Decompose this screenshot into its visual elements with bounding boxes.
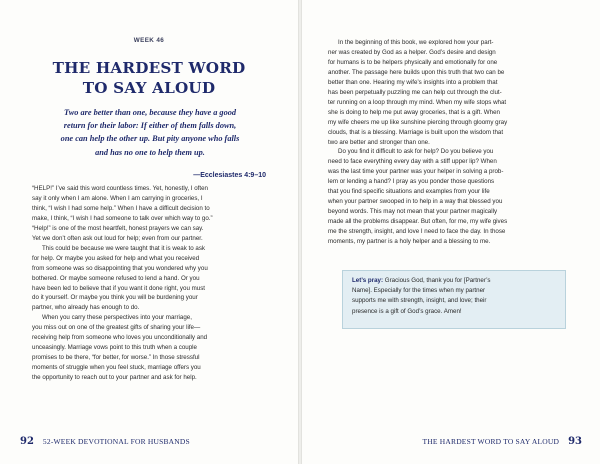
- chapter-title-line: TO SAY ALOUD: [82, 79, 216, 97]
- prayer-line: presence is a gift of God’s grace. Amen!: [352, 307, 462, 315]
- body-line: need to face everything every day with a stiff upper lip? When: [328, 158, 497, 166]
- chapter-title: [0, 58, 298, 98]
- body-line: have been led to believe that if you want it done right, you must: [32, 284, 206, 292]
- page-number: 92: [20, 436, 34, 447]
- body-line: ner was created by God as a helper. God’s desire and design: [328, 48, 496, 56]
- prayer-label: Let’s pray:: [352, 277, 384, 284]
- body-line: she is doing to help me put away groceries, that is a gift. When: [328, 108, 500, 116]
- verse-line: return for their labor: If either of them falls down,: [63, 121, 237, 131]
- right-page-footer: [423, 431, 583, 449]
- body-line: say it only when I am alone. When I am carrying in groceries, I: [32, 194, 203, 202]
- running-head: THE HARDEST WORD TO SAY ALOUD: [422, 437, 560, 446]
- prayer-line: Name]. Especially for the times when my partner: [352, 287, 486, 295]
- prayer-line: supports me with strength, insight, and love; their: [352, 297, 487, 305]
- body-line: two are better and stronger than one.: [328, 138, 430, 146]
- right-body-text: [328, 38, 568, 247]
- body-line: receiving help from someone who loves you unconditionally and: [32, 334, 208, 342]
- body-line: has been perpetually puzzling me can help cut through the clut-: [328, 88, 502, 96]
- week-label: WEEK 46: [133, 37, 165, 44]
- prayer-box: [342, 270, 566, 329]
- verse-reference: —Ecclesiastes 4:9–10: [193, 172, 266, 179]
- body-line: Do you find it difficult to ask for help? Do you believe you: [338, 148, 494, 156]
- body-line: that you find specific situations and examples from your life: [328, 188, 490, 196]
- body-line: lem or lending a hand? I pray as you ponder those questions: [328, 178, 495, 186]
- prayer-text: Gracious God, thank you for [Partner’s: [384, 277, 491, 284]
- body-line: moments of struggle when you feel stuck, marriage offers you: [32, 364, 201, 372]
- body-line: for help. Or maybe you asked for help and what you received: [32, 254, 200, 262]
- body-line: another. The passage here builds upon this truth that two can be: [328, 68, 505, 76]
- verse-line: and has no one to help them up.: [95, 147, 205, 157]
- body-line: moments, my partner is a holy helper and a blessing to me.: [328, 238, 491, 246]
- body-line: from someone was so disappointing that you wondered why you: [32, 264, 208, 272]
- verse-line: Two are better than one, because they have a good: [63, 108, 237, 117]
- body-line: my wife cheers me up like sunshine piercing through gloomy gray: [328, 118, 508, 126]
- body-line: me the strength, insight, and love I need to face the day. In those: [328, 228, 506, 236]
- body-line: This could be because we were taught that it is weak to ask: [42, 244, 206, 252]
- body-line: Yet we don’t often ask out loud for help; even from our partner.: [32, 234, 203, 242]
- body-line: you miss out on one of the greatest gifts of sharing your life—: [32, 324, 201, 332]
- left-page: [0, 0, 298, 464]
- body-line: ter running on a loop through my mind. When my wife stops what: [328, 98, 507, 106]
- chapter-title-line: THE HARDEST WORD: [52, 59, 246, 77]
- body-line: When you carry these perspectives into your marriage,: [42, 314, 192, 322]
- body-line: was the last time your partner was your helper in solving a prob-: [328, 168, 504, 176]
- body-line: when your partner swooped in to help in a way that blessed you: [328, 198, 503, 206]
- prayer-first-line: [352, 276, 556, 286]
- body-line: unceasingly. Marriage vows point to this truth when a couple: [32, 344, 197, 352]
- body-line: “HELP!” I’ve said this word countless times. Yet, honestly, I often: [32, 185, 208, 192]
- body-line: for humans is to be helpers physically and emotionally for one: [328, 58, 498, 66]
- body-line: beyond words. This may not mean that your partner magically: [328, 208, 498, 216]
- body-line: clouds, that is a blessing. Marriage is built upon the wisdom that: [328, 128, 504, 136]
- body-line: made all the problems disappear. But often, for me, my wife gives: [328, 218, 508, 226]
- body-line: the opportunity to reach out to your partner and ask for help.: [32, 374, 197, 382]
- body-line: think, “I wish I had some help.” When I have a difficult decision to: [32, 204, 210, 212]
- page-number: 93: [568, 436, 582, 447]
- body-line: better than one. Hearing my wife’s insights into a problem that: [328, 78, 498, 86]
- body-line: promises to be there, “for better, for worse.” In those stressful: [32, 354, 200, 362]
- verse-line: one can help the other up. But pity anyone who falls: [60, 134, 240, 144]
- body-line: In the beginning of this book, we explored how your part-: [338, 39, 494, 46]
- running-head: 52-WEEK DEVOTIONAL FOR HUSBANDS: [42, 437, 190, 446]
- body-line: partner, who already has enough to do.: [32, 304, 140, 312]
- scripture-verse: [34, 106, 266, 159]
- body-line: “Help!” is one of the most heartfelt, honest prayers we can say.: [32, 224, 204, 232]
- body-line: make, I think, “I wish I had someone to talk over which way to go.”: [32, 214, 213, 222]
- left-body-text: [32, 184, 268, 383]
- body-line: bothered. Or maybe someone refused to lend a hand. Or you: [32, 274, 200, 282]
- left-page-footer: [20, 431, 190, 449]
- body-line: do it yourself. Or maybe you think you will be burdening your: [32, 294, 198, 302]
- right-page: [302, 0, 600, 464]
